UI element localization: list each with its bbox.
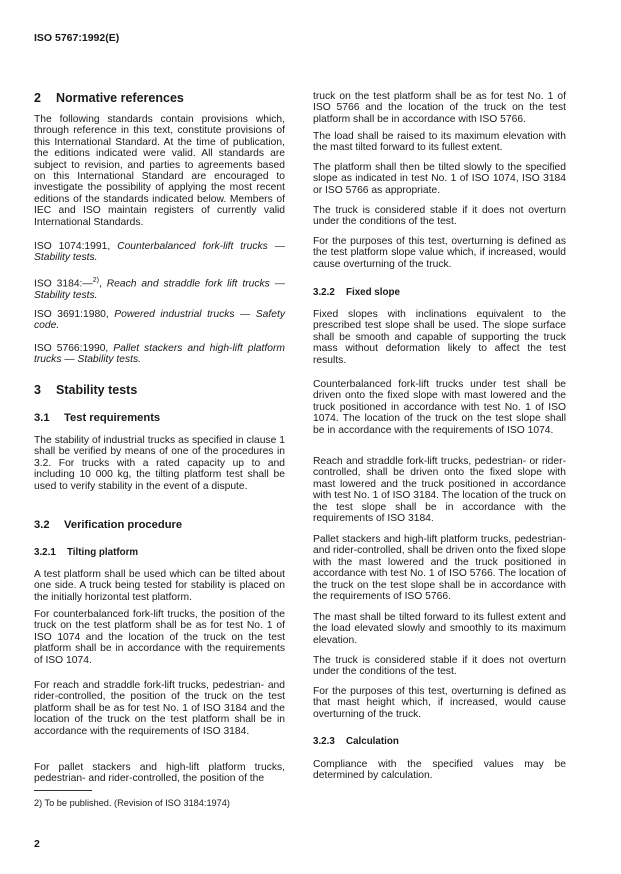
section-number: 3.2.3 [313, 736, 335, 747]
section-3-2-2-heading [313, 287, 400, 298]
ref-code: ISO 3184:— [34, 278, 93, 290]
section-title: Verification procedure [64, 519, 183, 531]
reference-4 [34, 343, 285, 366]
section-3-2-heading [34, 519, 182, 531]
paragraph: For the purposes of this test, overturning is defined as the test platform slope value which, if increased, would cause overturning of the truck. [313, 236, 566, 270]
section-number: 3.2.2 [313, 287, 335, 298]
page-number: 2 [34, 838, 40, 850]
paragraph: For counterbalanced fork-lift trucks, the position of the truck on the test platform shall be as for test No. 1 of ISO 1074 and the location of the truck on the test platform shall be in accordance with the requirements of ISO 1074. [34, 609, 285, 666]
paragraph: Fixed slopes with inclinations equivalent to the prescribed test slope shall be used. The slope surface shall be smooth and capable of supporting the truck mass without deformation likely to affect the test results. [313, 309, 566, 366]
paragraph: Pallet stackers and high-lift platform trucks, pedestrian- and rider-controlled, shall be driven onto the fixed slope with the mast lowered and the truck positioned in accordance with test No. 1 of ISO 5766. The location of the truck on the test slope shall be in accordance with the requirements of ISO 5766. [313, 534, 566, 603]
section-3-2-3-heading [313, 736, 399, 747]
footnote-divider [34, 790, 92, 791]
paragraph: The mast shall be tilted forward to its fullest extent and the load elevated slowly and smoothly to its maximum elevation. [313, 612, 566, 646]
paragraph: The platform shall then be tilted slowly to the specified slope as indicated in test No. 1 of ISO 1074, ISO 3184 or ISO 5766 as appropriate. [313, 162, 566, 196]
section-title: Stability tests [56, 383, 138, 397]
paragraph: The truck is considered stable if it does not overturn under the conditions of the test. [313, 205, 566, 228]
section-3-1-heading [34, 412, 160, 424]
section-title: Tilting platform [67, 547, 139, 558]
ref-title: Reach and straddle fork lift trucks — Stability tests. [34, 278, 285, 301]
footnote-ref: 2) [92, 277, 99, 284]
document-header: ISO 5767:1992(E) [34, 32, 120, 44]
paragraph: For reach and straddle fork-lift trucks, pedestrian- and rider-controlled, the position of the truck on the test platform shall be as for test No. 1 of ISO 3184 and the location of the truck on the test platform shall be in accordance with the requirements of ISO 3184. [34, 680, 285, 737]
ref-title: Counterbalanced fork-lift trucks — Stability tests. [34, 241, 285, 264]
paragraph: The truck is considered stable if it does not overturn under the conditions of the test. [313, 655, 566, 678]
section-number: 3.1 [34, 412, 50, 424]
paragraph: Counterbalanced fork-lift trucks under test shall be driven onto the fixed slope with mast lowered and the truck positioned in accordance with test No. 1 of ISO 1074. The location of the truck on the test slope shall be in accordance with the requirements of ISO 1074. [313, 379, 566, 436]
reference-2 [34, 275, 285, 301]
paragraph: For the purposes of this test, overturning is defined as that mast height which, if increased, would cause overturning of the truck. [313, 686, 566, 720]
section-title: Fixed slope [346, 287, 400, 298]
ref-code: ISO 1074:1991, [34, 241, 111, 252]
paragraph: truck on the test platform shall be as for test No. 1 of ISO 5766 and the location of the truck on the test platform shall be in accordance with ISO 5766. [313, 91, 566, 125]
ref-title: Pallet stackers and high-lift platform trucks — Stability tests. [34, 343, 285, 366]
paragraph: A test platform shall be used which can be tilted about one side. A truck being tested for stability is placed on the initially horizontal test platform. [34, 569, 285, 603]
section-number: 3.2.1 [34, 547, 56, 558]
test-requirements-paragraph: The stability of industrial trucks as specified in clause 1 shall be verified by means of one of the procedures in 3.2. For trucks with a rated capacity up to and including 10 000 kg, the tilting platform test shall be used to verify stability in the event of a dispute. [34, 435, 285, 492]
reference-1 [34, 241, 285, 264]
paragraph: For pallet stackers and high-lift platform trucks, pedestrian- and rider-controlled, the position of the [34, 762, 285, 785]
normative-intro: The following standards contain provisions which, through reference in this text, constitute provisions of this International Standard. At the time of publication, the editions indicated were valid. All standards are subject to revision, and parties to agreements based on this International Standard are encouraged to investigate the possibility of applying the most recent editions of the standards indicated below. Members of IEC and ISO maintain registers of currently valid International Standards. [34, 114, 285, 228]
section-title: Calculation [346, 736, 399, 747]
paragraph: The load shall be raised to its maximum elevation with the mast tilted forward to its fullest extent. [313, 131, 566, 154]
ref-title: Powered industrial trucks — Safety code. [34, 309, 285, 332]
footnote: 2) To be published. (Revision of ISO 3184:1974) [34, 798, 230, 808]
paragraph: Reach and straddle fork-lift trucks, pedestrian- or rider-controlled, shall be driven onto the fixed slope with mast lowered and the truck positioned in accordance with test No. 1 of ISO 3184. The location of the truck on the test slope shall be in accordance with the requirements of ISO 3184. [313, 456, 566, 525]
paragraph: Compliance with the specified values may be determined by calculation. [313, 759, 566, 782]
ref-code-end: , [98, 278, 102, 290]
section-2-heading [34, 91, 184, 105]
section-number: 3.2 [34, 519, 50, 531]
ref-code: ISO 5766:1990, [34, 343, 109, 354]
section-3-2-1-heading [34, 547, 138, 558]
section-title: Normative references [56, 91, 184, 105]
section-number: 2 [34, 91, 41, 105]
ref-code: ISO 3691:1980, [34, 309, 109, 320]
section-title: Test requirements [64, 412, 161, 424]
section-number: 3 [34, 383, 41, 397]
reference-3 [34, 309, 285, 332]
section-3-heading [34, 383, 137, 397]
